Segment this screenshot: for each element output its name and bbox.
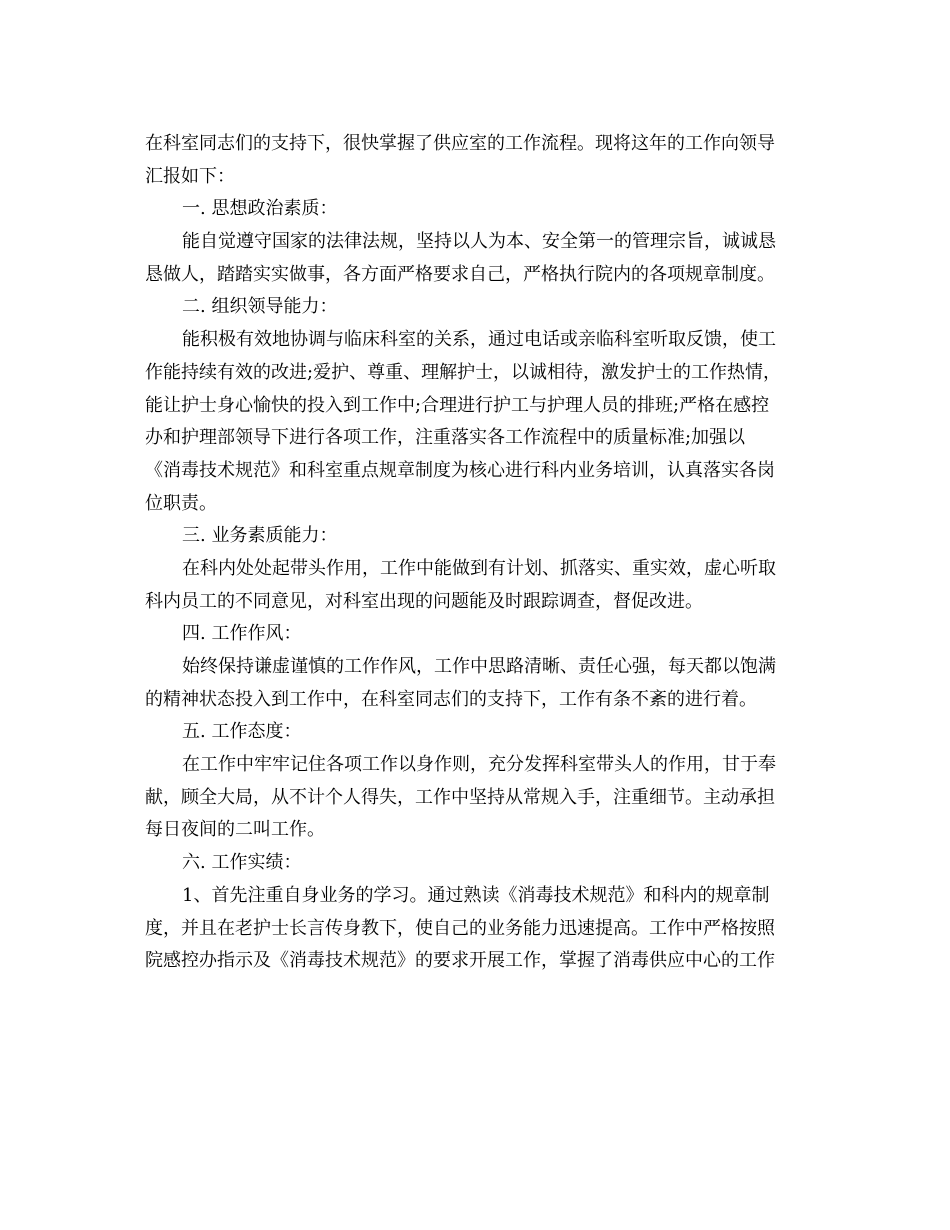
text-line: 《消毒技术规范》和科室重点规章制度为核心进行科内业务培训，认真落实各岗 — [145, 459, 775, 481]
text-line: 度，并且在老护士长言传身教下，使自己的业务能力迅速提高。工作中严格按照 — [145, 917, 775, 939]
text-line: 办和护理部领导下进行各项工作，注重落实各工作流程中的质量标准;加强以 — [145, 427, 746, 449]
text-line: 能让护士身心愉快的投入到工作中;合理进行护工与护理人员的排班;严格在感控 — [145, 394, 770, 416]
text-line: 汇报如下： — [145, 165, 235, 187]
document-body — [145, 128, 805, 978]
text-line: 在科室同志们的支持下，很快掌握了供应室的工作流程。现将这年的工作向领导 — [145, 133, 775, 154]
text-line: 在科内处处起带头作用，工作中能做到有计划、抓落实、重实效，虚心听取 — [182, 557, 776, 579]
section-heading: 五. 工作态度： — [182, 721, 302, 743]
section-heading: 一. 思想政治素质： — [182, 198, 338, 220]
text-line: 每日夜间的二叫工作。 — [145, 819, 325, 841]
text-line: 能积极有效地协调与临床科室的关系，通过电话或亲临科室听取反馈，使工 — [182, 329, 776, 351]
section-heading: 二. 组织领导能力： — [182, 296, 338, 318]
text-line: 恳做人，踏踏实实做事，各方面严格要求自己，严格执行院内的各项规章制度。 — [145, 263, 775, 285]
text-line: 院感控办指示及《消毒技术规范》的要求开展工作，掌握了消毒供应中心的工作 — [145, 950, 775, 972]
section-heading: 三. 业务素质能力： — [182, 525, 338, 547]
text-line: 1、首先注重自身业务的学习。通过熟读《消毒技术规范》和科内的规章制 — [182, 884, 770, 906]
text-line: 的精神状态投入到工作中，在科室同志们的支持下，工作有条不紊的进行着。 — [145, 688, 757, 710]
text-line: 能自觉遵守国家的法律法规，坚持以人为本、安全第一的管理宗旨，诚诚恳 — [182, 231, 776, 253]
text-line: 献，顾全大局，从不计个人得失，工作中坚持从常规入手，注重细节。主动承担 — [145, 786, 775, 808]
text-line: 在工作中牢牢记住各项工作以身作则，充分发挥科室带头人的作用，甘于奉 — [182, 754, 776, 776]
section-heading: 四. 工作作风： — [182, 623, 302, 645]
text-line: 科内员工的不同意见，对科室出现的问题能及时跟踪调查，督促改进。 — [145, 590, 703, 612]
text-line: 始终保持谦虚谨慎的工作作风，工作中思路清晰、责任心强，每天都以饱满 — [182, 656, 776, 677]
section-heading: 六. 工作实绩： — [182, 852, 302, 874]
text-line: 位职责。 — [145, 492, 217, 514]
text-line: 作能持续有效的改进;爱护、尊重、理解护士，以诚相待，激发护士的工作热情， — [145, 361, 782, 383]
